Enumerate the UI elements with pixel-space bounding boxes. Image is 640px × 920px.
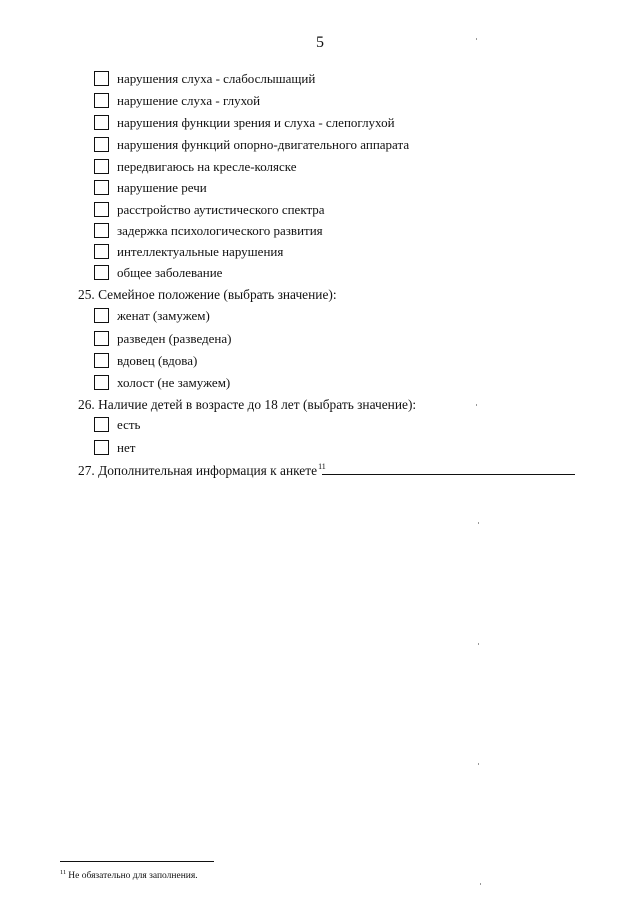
option-single[interactable]: [94, 373, 230, 392]
option-label: интеллектуальные нарушения: [117, 243, 284, 259]
footnote-rule: [60, 861, 214, 862]
checkbox[interactable]: [94, 440, 109, 455]
question-25-text: 25. Семейное положение (выбрать значение):: [78, 287, 337, 302]
option-widowed[interactable]: [94, 351, 197, 370]
option-label: нет: [117, 439, 136, 455]
checkbox[interactable]: [94, 137, 109, 152]
option-general-illness[interactable]: [94, 263, 222, 282]
checkbox[interactable]: [94, 223, 109, 238]
option-label: есть: [117, 416, 141, 432]
additional-info-answer-line[interactable]: [322, 474, 575, 475]
page-number: 5: [316, 34, 324, 51]
checkbox[interactable]: [94, 159, 109, 174]
option-label: разведен (разведена): [117, 330, 232, 346]
option-label: вдовец (вдова): [117, 352, 198, 368]
scan-speck: [478, 522, 479, 524]
checkbox[interactable]: [94, 244, 109, 259]
option-label: нарушения функции зрения и слуха - слепоглухой: [117, 114, 395, 130]
checkbox[interactable]: [94, 417, 109, 432]
option-label: расстройство аутистического спектра: [117, 201, 325, 217]
option-intellectual[interactable]: [94, 242, 283, 261]
option-label: нарушения функций опорно-двигательного аппарата: [117, 136, 410, 152]
scan-speck: [476, 404, 477, 406]
option-hearing-impaired[interactable]: [94, 69, 315, 88]
checkbox[interactable]: [94, 71, 109, 86]
checkbox[interactable]: [94, 202, 109, 217]
question-27-text: 27. Дополнительная информация к анкете: [78, 463, 318, 478]
question-26-text: 26. Наличие детей в возрасте до 18 лет (выбрать значение):: [78, 397, 417, 412]
option-speech[interactable]: [94, 178, 207, 197]
checkbox[interactable]: [94, 375, 109, 390]
option-deaf[interactable]: [94, 91, 260, 110]
footnote-reference: 11: [318, 462, 326, 471]
checkbox[interactable]: [94, 331, 109, 346]
option-label: общее заболевание: [117, 264, 223, 280]
scan-speck: [476, 38, 477, 40]
option-no[interactable]: [94, 438, 135, 457]
checkbox[interactable]: [94, 180, 109, 195]
footnote: [60, 869, 198, 881]
checkbox[interactable]: [94, 93, 109, 108]
checkbox[interactable]: [94, 265, 109, 280]
option-label: нарушения слуха - слабослышащий: [117, 70, 316, 86]
option-label: холост (не замужем): [117, 374, 231, 390]
option-developmental-delay[interactable]: [94, 221, 323, 240]
footnote-number: 11: [60, 869, 67, 876]
checkbox[interactable]: [94, 308, 109, 323]
footnote-text: Не обязательно для заполнения.: [68, 871, 198, 881]
option-label: нарушение слуха - глухой: [117, 92, 261, 108]
option-divorced[interactable]: [94, 329, 232, 348]
scan-speck: [480, 883, 481, 885]
option-deafblind[interactable]: [94, 113, 395, 132]
option-label: передвигаюсь на кресле-коляске: [117, 158, 297, 174]
question-27: [78, 462, 326, 479]
scan-speck: [478, 763, 479, 765]
checkbox[interactable]: [94, 115, 109, 130]
option-married[interactable]: [94, 306, 210, 325]
option-label: женат (замужем): [117, 307, 210, 323]
option-yes[interactable]: [94, 415, 140, 434]
option-wheelchair[interactable]: [94, 157, 297, 176]
option-musculoskeletal[interactable]: [94, 135, 409, 154]
option-label: задержка психологического развития: [117, 222, 323, 238]
checkbox[interactable]: [94, 353, 109, 368]
option-label: нарушение речи: [117, 179, 207, 195]
scan-speck: [478, 643, 479, 645]
option-autism[interactable]: [94, 200, 325, 219]
